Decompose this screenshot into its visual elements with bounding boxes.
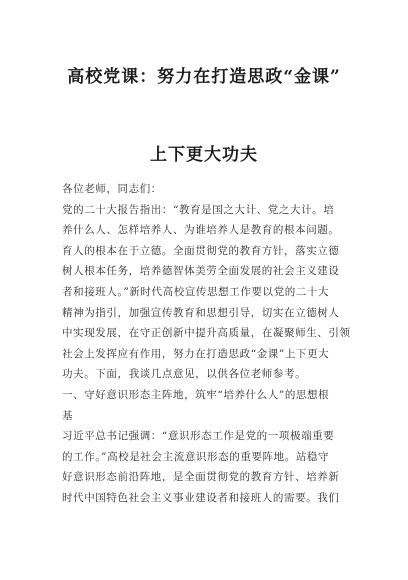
body-line: 党的二十大报告指出：“教育是国之大计、党之大计。培 (62, 203, 335, 216)
body-line: 中实现发展，在守正创新中提升高质量，在凝聚师生、引领 (62, 327, 351, 340)
body-line: 者和接班人。”新时代高校宣传思想工作要以党的二十大 (62, 285, 330, 298)
body-line: 好意识形态前沿阵地，是全面贯彻党的教育方针、培养新 (62, 471, 340, 484)
body-line: 功夫。下面，我谈几点意见，以供各位老师参考。 (62, 368, 307, 381)
body-line: 精神为指引，加强宣传教育和思想引导，切实在立德树人 (62, 306, 340, 319)
section-heading-line: 一、守好意识形态主阵地，筑牢“培养什么人”的思想根 (62, 388, 330, 401)
body-line: 树人根本任务，培养德智体美劳全面发展的社会主义建设 (62, 265, 340, 278)
body-line: 时代中国特色社会主义事业建设者和接班人的需要。我们 (62, 491, 340, 504)
document-title-line-1: 高校党课：努力在打造思政“金课” (67, 67, 341, 87)
body-line-salutation: 各位老师，同志们： (62, 183, 162, 195)
document-body (62, 179, 352, 509)
body-line: 习近平总书记强调：“意识形态工作是党的一项极端重要 (62, 430, 335, 443)
body-line: 养什么人、怎样培养人、为谁培养人是教育的根本问题。 (62, 224, 340, 237)
body-line: 社会上发挥应有作用，努力在打造思政“金课”上下更大 (62, 347, 330, 360)
document-title-line-2: 上下更大功夫 (150, 145, 258, 165)
body-line: 的工作。”高校是社会主流意识形态的重要阵地。站稳守 (62, 450, 330, 463)
body-line: 育人的根本在于立德。全面贯彻党的教育方针，落实立德 (62, 244, 340, 257)
section-heading-line: 基 (62, 409, 74, 422)
